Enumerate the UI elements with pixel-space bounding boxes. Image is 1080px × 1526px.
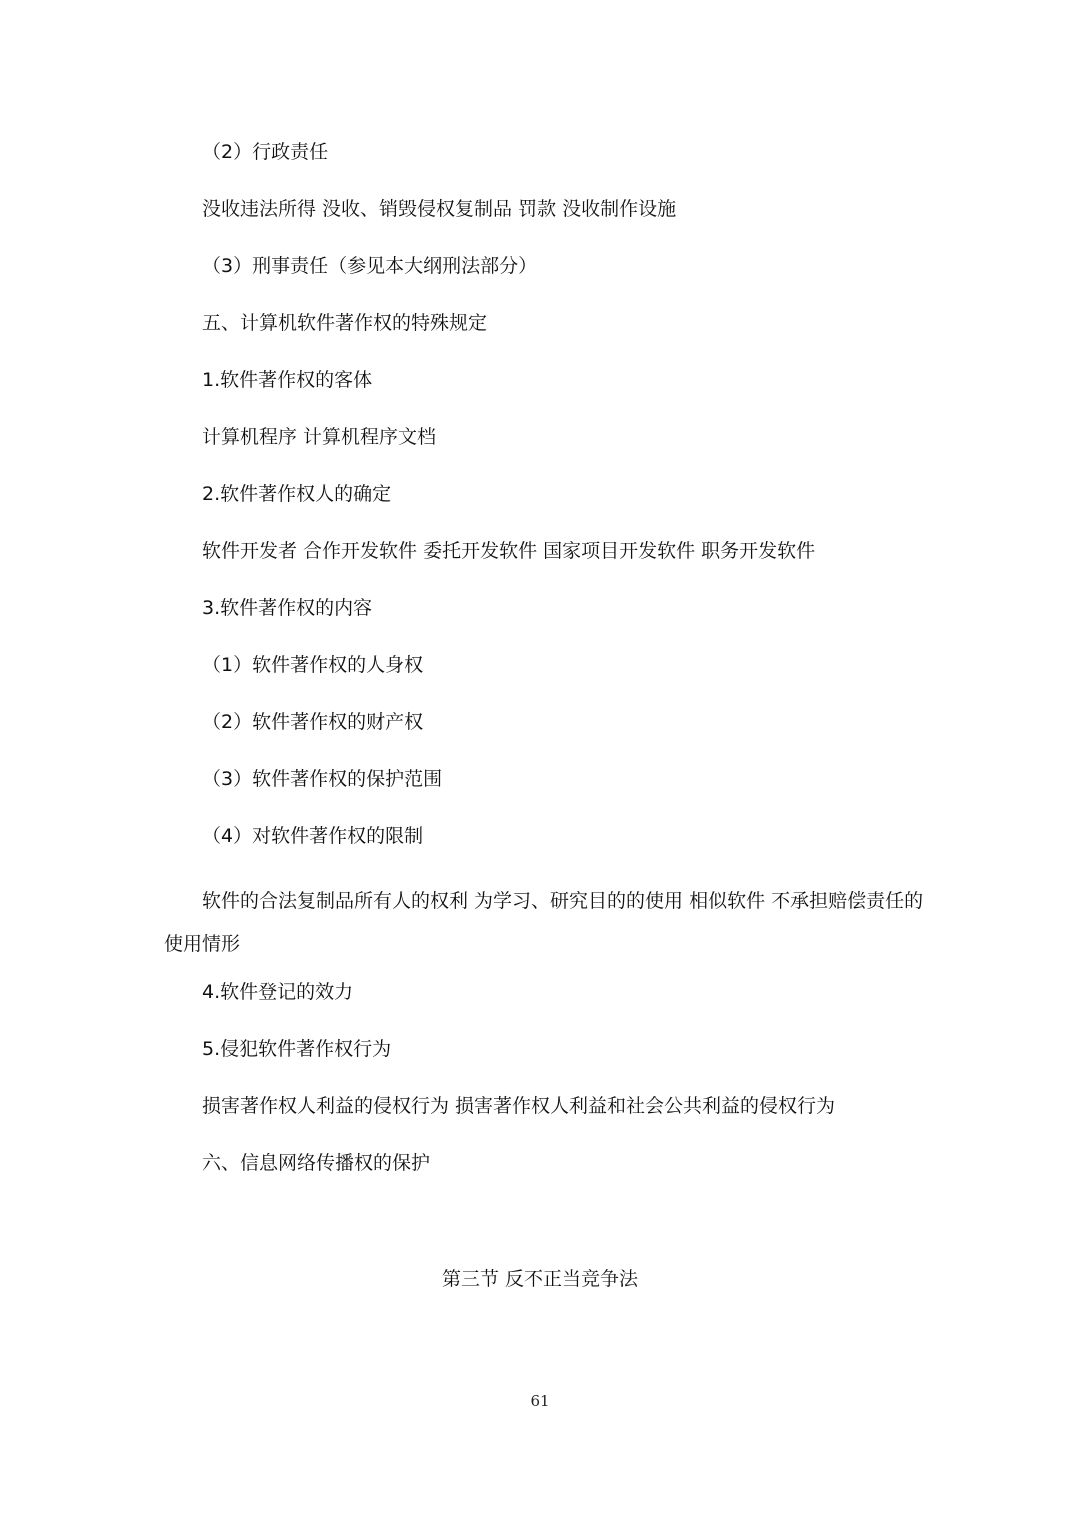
item-personal-rights: （1）软件著作权的人身权 <box>202 654 424 676</box>
heading-network-dissemination: 六、信息网络传播权的保护 <box>202 1152 431 1174</box>
software-object-text: 计算机程序 计算机程序文档 <box>202 426 437 448</box>
subheading-copyright-owner: 2.软件著作权人的确定 <box>202 483 392 505</box>
copyright-owner-text: 软件开发者 合作开发软件 委托开发软件 国家项目开发软件 职务开发软件 <box>202 540 816 562</box>
page-number: 61 <box>530 1392 550 1410</box>
copyright-limits-paragraph: 软件的合法复制品所有人的权利 为学习、研究目的的使用 相似软件 不承担赔偿责任的使用情形 <box>164 890 924 955</box>
infringement-text: 损害著作权人利益的侵权行为 损害著作权人利益和社会公共利益的侵权行为 <box>202 1095 836 1117</box>
subheading-registration-effect: 4.软件登记的效力 <box>202 981 354 1003</box>
item-property-rights: （2）软件著作权的财产权 <box>202 711 424 733</box>
section-title: 第三节 反不正当竞争法 <box>441 1268 639 1290</box>
subheading-copyright-content: 3.软件著作权的内容 <box>202 597 373 619</box>
item-administrative-liability: （2）行政责任 <box>202 141 329 163</box>
subheading-infringement: 5.侵犯软件著作权行为 <box>202 1038 392 1060</box>
heading-software-copyright-rules: 五、计算机软件著作权的特殊规定 <box>202 312 488 334</box>
administrative-penalties-text: 没收违法所得 没收、销毁侵权复制品 罚款 没收制作设施 <box>202 198 677 220</box>
subheading-software-object: 1.软件著作权的客体 <box>202 369 373 391</box>
item-copyright-limits: （4）对软件著作权的限制 <box>202 825 424 847</box>
item-protection-scope: （3）软件著作权的保护范围 <box>202 768 443 790</box>
item-criminal-liability: （3）刑事责任（参见本大纲刑法部分） <box>202 255 538 277</box>
